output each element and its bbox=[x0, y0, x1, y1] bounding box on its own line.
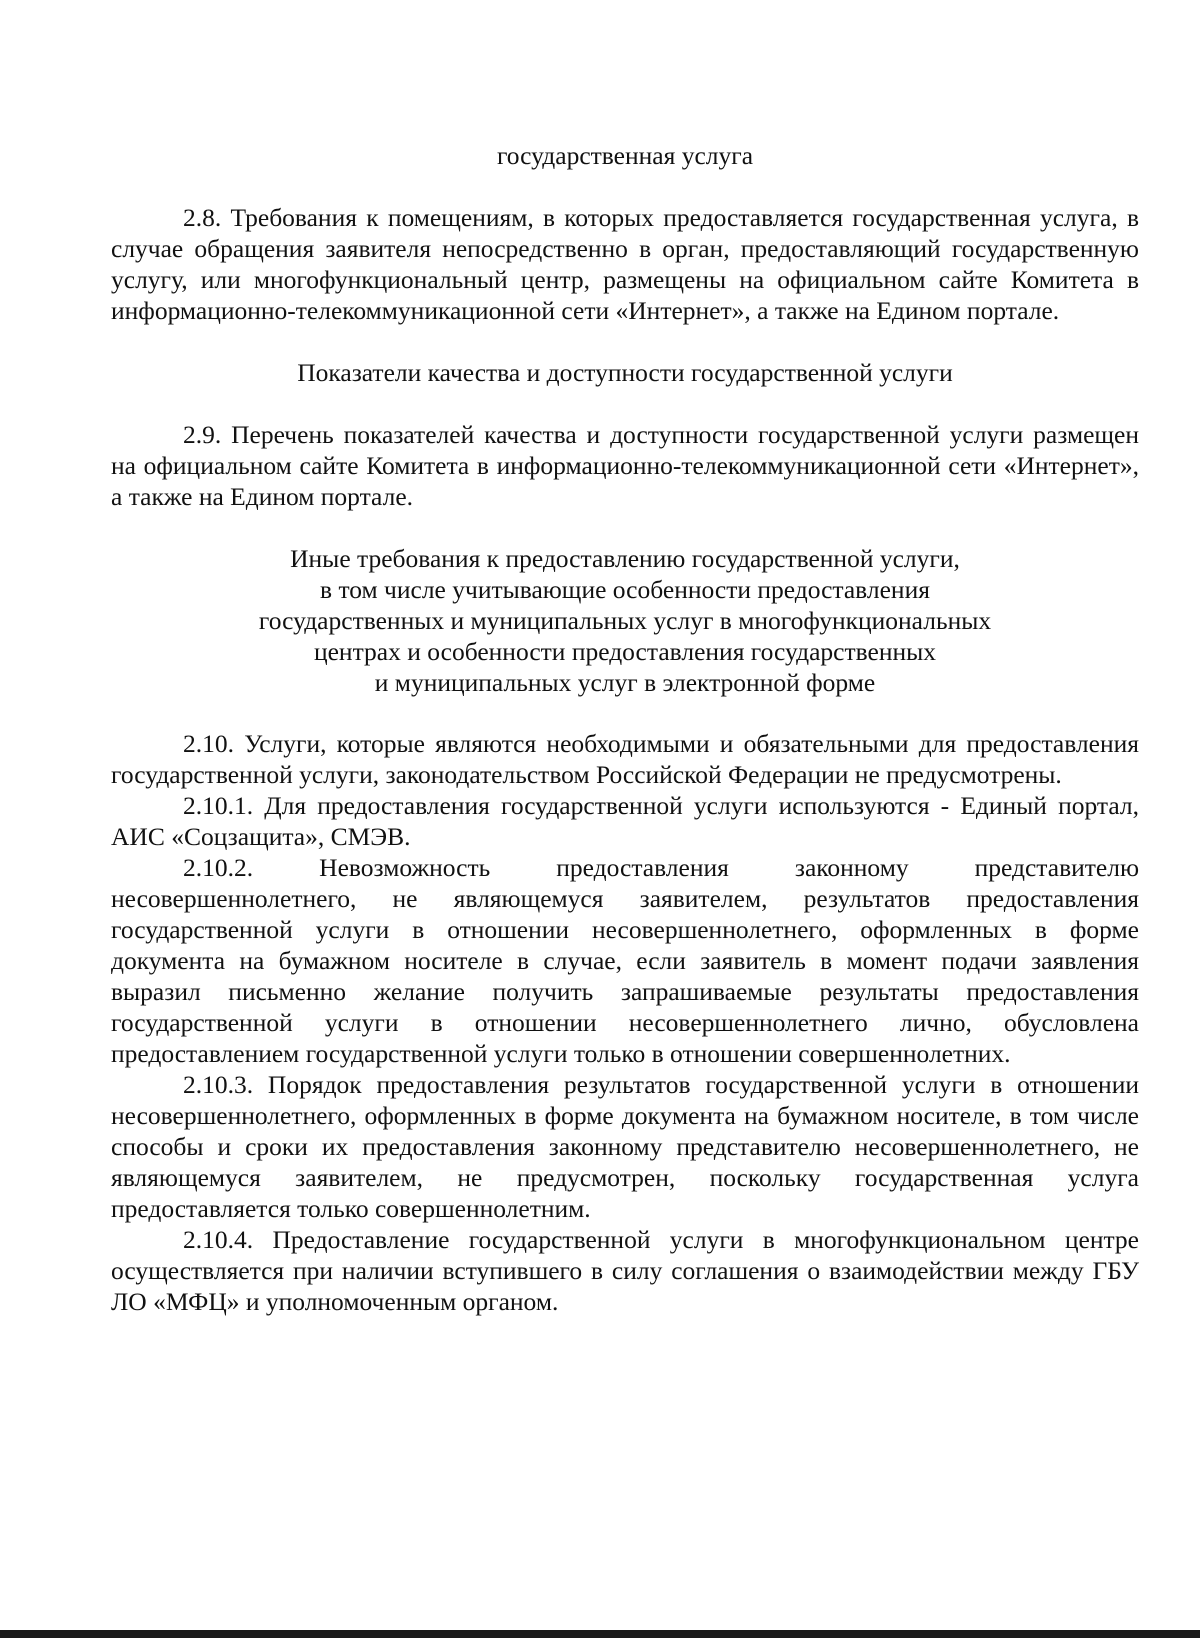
heading-line: государственных и муниципальных услуг в многофункциональных bbox=[258, 606, 992, 635]
paragraph-2-10-2: 2.10.2. Невозможность предоставления законному представителю несовершеннолетнего, не являющемуся заявителем, результатов предоставления государственной услуги в отношении несовершеннолетнего, оформленных в форме документа на бумажном носителе в случае, если заявитель в момент подачи заявления выразил письменно желание получить запрашиваемые результаты предоставления государственной услуги в отношении несовершеннолетнего лично, обусловлена предоставлением государственной услуги только в отношении совершеннолетних. bbox=[111, 853, 1139, 1068]
heading-line: центрах и особенности предоставления государственных bbox=[313, 637, 937, 666]
document-body bbox=[111, 140, 1139, 1317]
heading-line: и муниципальных услуг в электронной форме bbox=[374, 668, 876, 697]
paragraph-2-10: 2.10. Услуги, которые являются необходимыми и обязательными для предоставления государственной услуги, законодательством Российской Федерации не предусмотрены. bbox=[111, 729, 1139, 789]
section-heading-other-requirements bbox=[111, 543, 1139, 698]
scan-bottom-edge bbox=[0, 1630, 1200, 1638]
section-heading-service: государственная услуга bbox=[496, 141, 754, 170]
paragraph-2-8: 2.8. Требования к помещениям, в которых предоставляется государственная услуга, в случае обращения заявителя непосредственно в орган, предоставляющий государственную услугу, или многофункциональный центр, размещены на официальном сайте Комитета в информационно-телекоммуникационной сети «Интернет», а также на Едином портале. bbox=[111, 203, 1139, 325]
heading-line: Иные требования к предоставлению государственной услуги, bbox=[290, 544, 960, 573]
section-heading-quality: Показатели качества и доступности государственной услуги bbox=[297, 358, 953, 387]
paragraph-2-10-4: 2.10.4. Предоставление государственной услуги в многофункциональном центре осуществляется при наличии вступившего в силу соглашения о взаимодействии между ГБУ ЛО «МФЦ» и уполномоченным органом. bbox=[111, 1225, 1139, 1316]
heading-line: в том числе учитывающие особенности предоставления bbox=[320, 575, 930, 604]
paragraph-2-10-1: 2.10.1. Для предоставления государственной услуги используются - Единый портал, АИС «Соцзащита», СМЭВ. bbox=[111, 791, 1139, 851]
paragraph-2-10-3: 2.10.3. Порядок предоставления результатов государственной услуги в отношении несовершеннолетнего, оформленных в форме документа на бумажном носителе, в том числе способы и сроки их предоставления законному представителю несовершеннолетнего, не являющемуся заявителем, не предусмотрен, поскольку государственная услуга предоставляется только совершеннолетним. bbox=[111, 1070, 1139, 1223]
paragraph-2-9: 2.9. Перечень показателей качества и доступности государственной услуги размещен на официальном сайте Комитета в информационно-телекоммуникационной сети «Интернет», а также на Едином портале. bbox=[111, 420, 1139, 511]
